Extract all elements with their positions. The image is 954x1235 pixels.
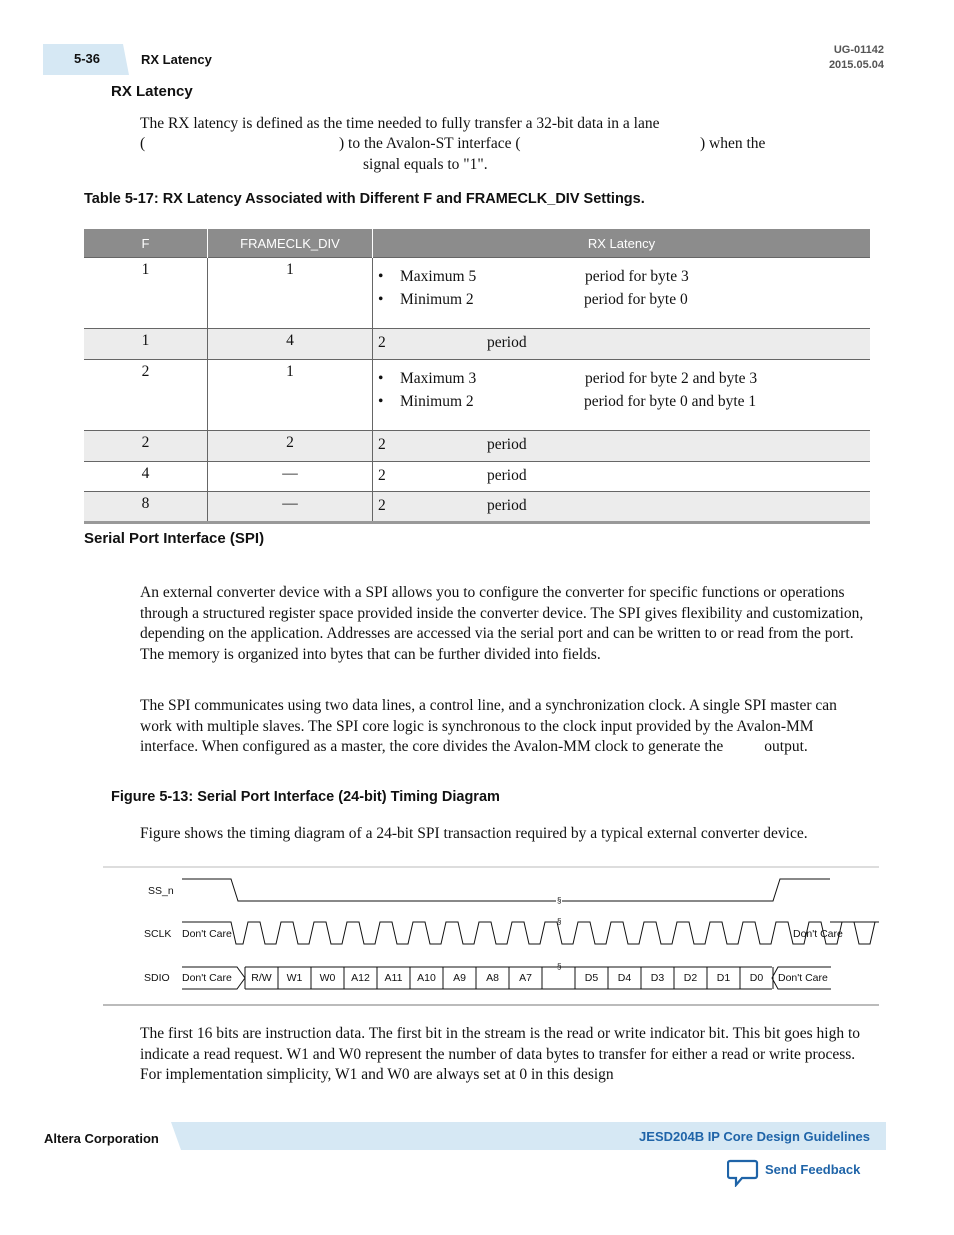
- sdio-bit-d3: D3: [650, 972, 665, 984]
- figure-caption: Figure 5-13: Serial Port Interface (24-bit) Timing Diagram: [111, 789, 500, 805]
- send-feedback-link[interactable]: Send Feedback: [765, 1162, 861, 1177]
- latency-list: [373, 360, 870, 430]
- cell-div: 4: [286, 332, 294, 349]
- signal-label-ssn: SS_n: [148, 885, 174, 897]
- table-row: [84, 329, 870, 360]
- cell-div: —: [282, 465, 298, 482]
- rx-latency-line2-c: ) when the: [700, 135, 766, 152]
- rx-latency-line1: The RX latency is defined as the time needed to fully transfer a 32-bit data in a lane: [140, 115, 660, 132]
- header-rx-latency: RX Latency: [373, 229, 871, 258]
- rx-latency-line2-b: ) to the Avalon-ST interface (: [339, 135, 521, 152]
- cell-latency: 2 period: [378, 467, 527, 484]
- sdio-bit-a7: A7: [519, 972, 532, 984]
- spi-para1: An external converter device with a SPI allows you to configure the converter for specific functions or operations through a structured register space provided inside the converter device. The SPI gives flexibility and customization, depending on the application. Addresses are accessed via the serial port and can be written to or read from the port. The memory is organized into bytes that can be further divided into fields.: [140, 584, 864, 663]
- latency-list: [373, 258, 870, 328]
- spi-timing-diagram: [103, 866, 879, 1007]
- cell-latency: 2 period: [378, 436, 527, 453]
- cell-div: 1: [286, 261, 294, 278]
- footer-doc-title: JESD204B IP Core Design Guidelines: [639, 1129, 870, 1144]
- cell-latency: 2 period: [378, 497, 527, 514]
- cell-div: —: [282, 495, 298, 512]
- sdio-bit-d1: D1: [716, 972, 731, 984]
- table-row: [84, 360, 870, 431]
- spi-para3: The first 16 bits are instruction data. The first bit in the stream is the read or write indicator bit. This bit goes high to indicate a read request. W1 and W0 represent the number of data bytes to transfer for either a read or write process. For implementation simplicity, W1 and W0 are always set at 0 in this design: [140, 1025, 861, 1084]
- rx-latency-table: [84, 229, 870, 524]
- sdio-bit-a8: A8: [486, 972, 499, 984]
- ss-n-waveform: [182, 879, 830, 901]
- cell-latency: 2 period: [378, 334, 527, 351]
- header-f: F: [84, 229, 208, 258]
- cell-div: 1: [286, 363, 294, 380]
- sdio-bit-d5: D5: [584, 972, 599, 984]
- break-mark: §: [557, 917, 562, 926]
- list-item: • Maximum 3 period for byte 2 and byte 3: [378, 368, 870, 391]
- table-row: [84, 462, 870, 492]
- sdio-bit-a10: A10: [417, 972, 436, 984]
- sdio-bit-a9: A9: [453, 972, 466, 984]
- sdio-bit-d0: D0: [749, 972, 764, 984]
- sclk-waveform: [182, 922, 879, 944]
- sdio-bit-w1: W1: [286, 972, 303, 984]
- sclk-dont-care-right: Don't Care: [793, 928, 843, 940]
- figure-intro: Figure shows the timing diagram of a 24-bit SPI transaction required by a typical external converter device.: [140, 825, 808, 842]
- cell-f: 2: [141, 434, 150, 451]
- feedback-icon[interactable]: [727, 1159, 759, 1187]
- sdio-bit-w0: W0: [319, 972, 336, 984]
- rx-latency-line3: signal equals to "1".: [363, 156, 488, 173]
- rx-latency-line2-a: (: [140, 135, 146, 152]
- cell-f: 2: [141, 363, 150, 380]
- table-caption: Table 5-17: RX Latency Associated with Different F and FRAMECLK_DIV Settings.: [84, 191, 645, 207]
- table-row: [84, 431, 870, 462]
- sdio-bit-rw: R/W: [251, 972, 272, 984]
- footer-company: Altera Corporation: [44, 1131, 159, 1146]
- list-item: • Minimum 2 period for byte 0 and byte 1: [378, 391, 870, 414]
- table-header-row: [84, 229, 870, 258]
- sdio-bit-a11: A11: [384, 972, 403, 984]
- table-row: [84, 258, 870, 329]
- sdio-dont-care-left: Don't Care: [182, 972, 232, 984]
- cell-f: 1: [141, 261, 150, 278]
- sclk-dont-care-left: Don't Care: [182, 928, 232, 940]
- rx-latency-heading: RX Latency: [111, 83, 193, 100]
- page-number: 5-36: [74, 51, 101, 66]
- sdio-dont-care-right: Don't Care: [778, 972, 828, 984]
- list-item: • Maximum 5 period for byte 3: [378, 266, 870, 289]
- spi-heading: Serial Port Interface (SPI): [84, 530, 265, 547]
- signal-label-sdio: SDIO: [144, 972, 170, 984]
- doc-date: 2015.05.04: [828, 59, 884, 71]
- table-row: [84, 492, 870, 523]
- cell-div: 2: [286, 434, 294, 451]
- doc-id: [829, 43, 884, 73]
- header-section-title: RX Latency: [141, 52, 212, 67]
- sdio-bit-d4: D4: [617, 972, 632, 984]
- signal-label-sclk: SCLK: [144, 928, 172, 940]
- spi-para2: The SPI communicates using two data lines, a control line, and a synchronization clock. A single SPI master can work with multiple slaves. The SPI core logic is synchronous to the clock input provided by the Avalon-MM interface. When configured as a master, the core divides the Avalon-MM clock to generate the output.: [140, 697, 837, 756]
- header-frameclk-div: FRAMECLK_DIV: [208, 229, 373, 258]
- sdio-bit-d2: D2: [683, 972, 698, 984]
- sdio-bit-a12: A12: [351, 972, 370, 984]
- cell-f: 8: [141, 495, 150, 512]
- cell-f: 4: [141, 465, 150, 482]
- break-mark: §: [557, 962, 562, 971]
- cell-f: 1: [141, 332, 150, 349]
- doc-number: UG-01142: [833, 44, 884, 56]
- break-mark: §: [557, 896, 562, 905]
- list-item: • Minimum 2 period for byte 0: [378, 289, 870, 312]
